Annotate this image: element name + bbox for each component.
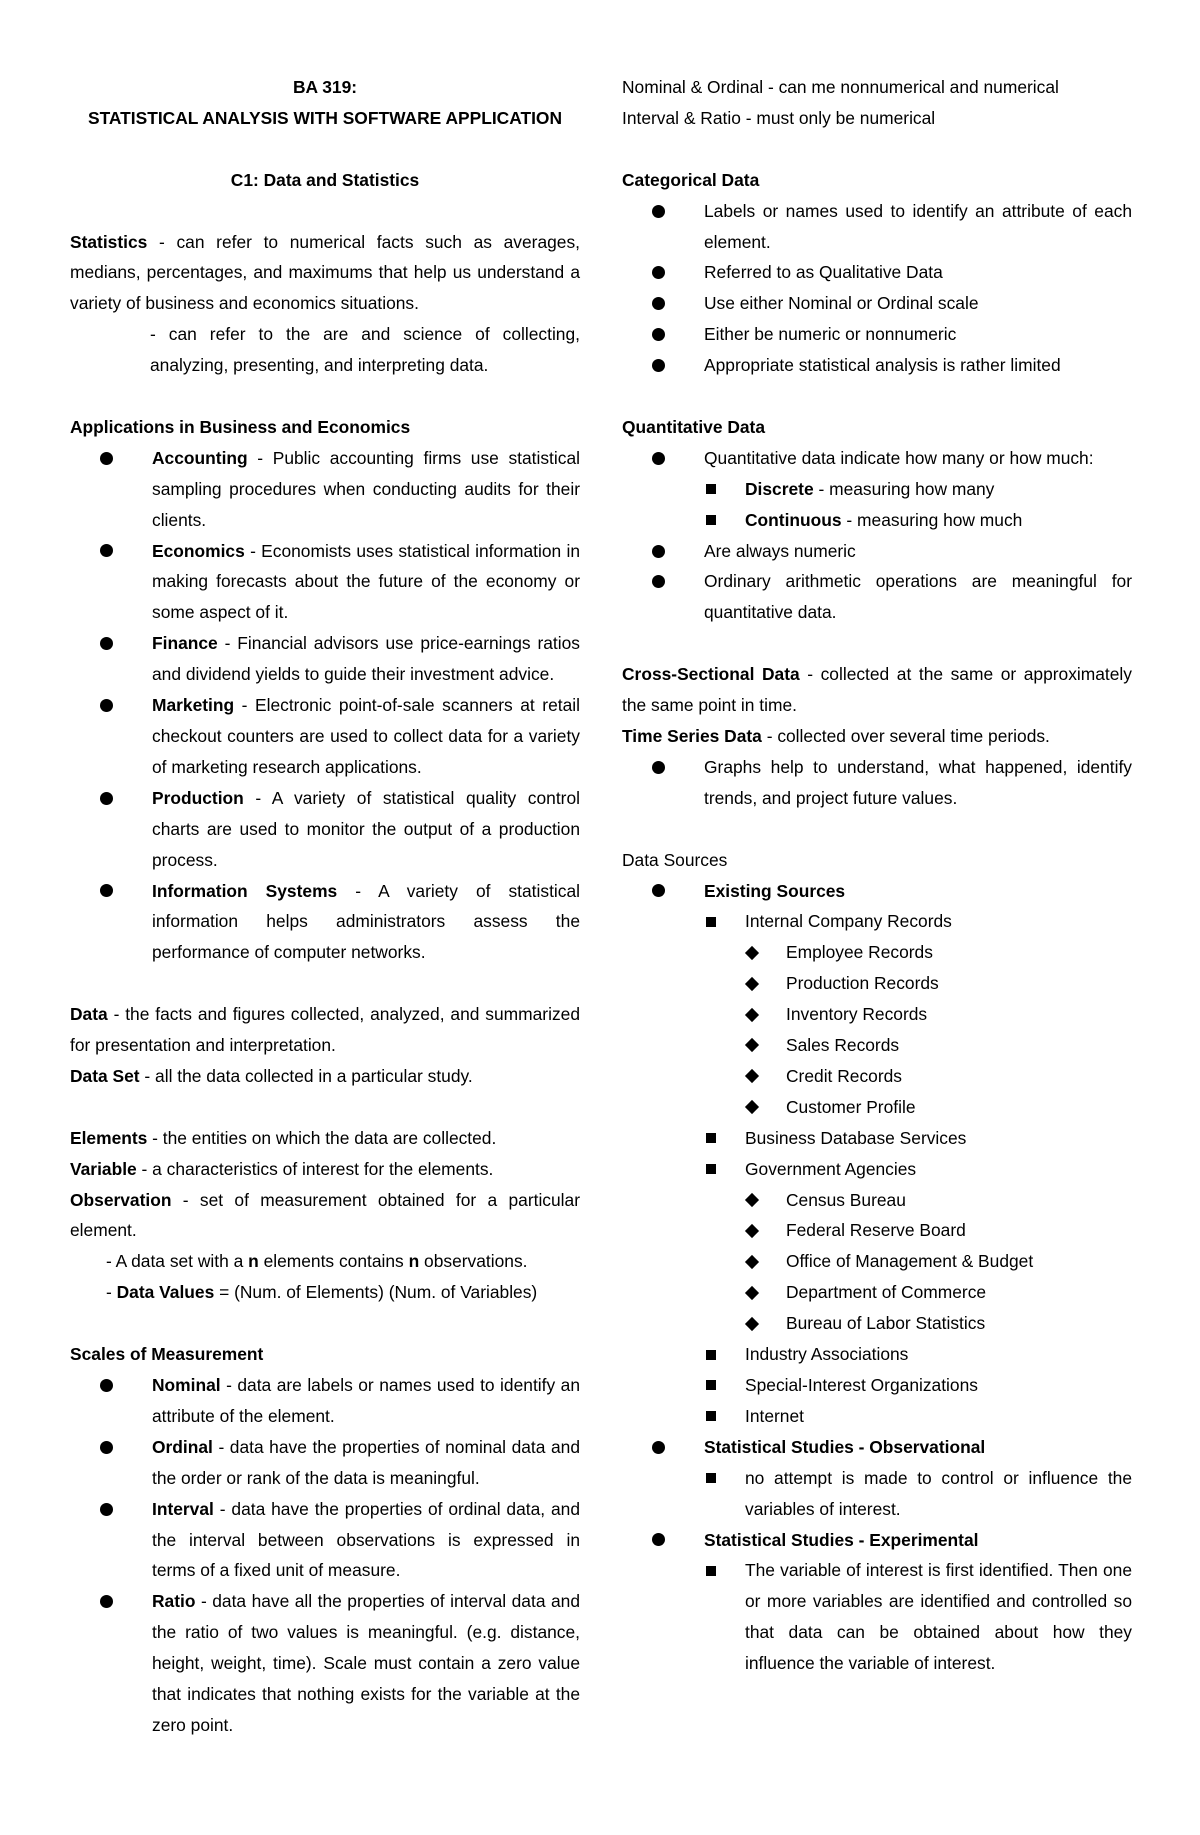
data-values-note: - Data Values = (Num. of Elements) (Num. of Variables)	[106, 1282, 538, 1303]
list-item: Finance - Financial advisors use price-earnings ratios and dividend yields to guide their investment advice.	[70, 628, 580, 690]
data-sources-list	[622, 876, 1132, 1680]
time-series-definition: Time Series Data - collected over several time periods.	[622, 725, 1050, 746]
data-sources-heading: Data Sources	[622, 849, 728, 870]
diamond-bullet-icon	[745, 1286, 759, 1300]
list-item: Special-Interest Organizations	[622, 1370, 1132, 1401]
bullet-icon	[652, 205, 665, 218]
quantitative-list	[622, 443, 1132, 628]
data-set-definition: Data Set - all the data collected in a particular study.	[70, 1065, 473, 1086]
list-item: The variable of interest is first identified. Then one or more variables are identified and controlled so that data can be obtained about how they influence the variable of interest.	[622, 1555, 1132, 1679]
list-item: Credit Records	[622, 1061, 1132, 1092]
statistics-definition: Statistics - can refer to numerical facts such as averages, medians, percentages, and maximums that help us understand a variety of business and economics situations.	[70, 231, 580, 314]
statistics-term: Statistics	[70, 231, 148, 252]
applications-heading: Applications in Business and Economics	[70, 416, 411, 437]
list-item: Business Database Services	[622, 1123, 1132, 1154]
list-item: Sales Records	[622, 1030, 1132, 1061]
bullet-icon	[652, 452, 665, 465]
bullet-icon	[652, 297, 665, 310]
list-item: Either be numeric or nonnumeric	[622, 319, 1132, 350]
square-bullet-icon	[706, 1350, 716, 1360]
diamond-bullet-icon	[745, 1255, 759, 1269]
cross-sectional-definition: Cross-Sectional Data - collected at the same or approximately the same point in time.	[622, 664, 1132, 716]
list-item: Internet	[622, 1401, 1132, 1432]
list-item: Employee Records	[622, 937, 1132, 968]
square-bullet-icon	[706, 1133, 716, 1143]
list-item: Accounting - Public accounting firms use statistical sampling procedures when conducting audits for their clients.	[70, 443, 580, 536]
diamond-bullet-icon	[745, 1224, 759, 1238]
list-item: Appropriate statistical analysis is rather limited	[622, 350, 1132, 381]
bullet-icon	[100, 1379, 113, 1392]
bullet-icon	[100, 544, 113, 557]
diamond-bullet-icon	[745, 946, 759, 960]
bullet-icon	[100, 637, 113, 650]
bullet-icon	[100, 452, 113, 465]
list-item: Census Bureau	[622, 1185, 1132, 1216]
observation-note: - A data set with a n elements contains n observations.	[106, 1251, 528, 1272]
list-item: Statistical Studies - Observational	[622, 1432, 1132, 1463]
diamond-bullet-icon	[745, 977, 759, 991]
bullet-icon	[652, 761, 665, 774]
list-item: Bureau of Labor Statistics	[622, 1308, 1132, 1339]
list-item: Ratio - data have all the properties of interval data and the ratio of two values is meaningful. (e.g. distance, height, weight, time). Scale must contain a zero value that indicates that nothing exists for the variable at the zero point.	[70, 1586, 580, 1741]
list-item: Economics - Economists uses statistical information in making forecasts about the future of the economy or some aspect of it.	[70, 536, 580, 629]
data-definition: Data - the facts and figures collected, analyzed, and summarized for presentation and interpretation.	[70, 1004, 580, 1056]
list-item: Inventory Records	[622, 999, 1132, 1030]
list-item: Continuous - measuring how much	[622, 505, 1132, 536]
chapter-title: C1: Data and Statistics	[230, 169, 420, 190]
square-bullet-icon	[706, 1566, 716, 1576]
list-item: Existing Sources	[622, 876, 1132, 907]
bullet-icon	[100, 699, 113, 712]
bullet-icon	[100, 884, 113, 897]
bullet-icon	[100, 1595, 113, 1608]
list-item: Ordinary arithmetic operations are meaningful for quantitative data.	[622, 566, 1132, 628]
list-item: Department of Commerce	[622, 1277, 1132, 1308]
categorical-heading: Categorical Data	[622, 169, 760, 190]
list-item: Federal Reserve Board	[622, 1215, 1132, 1246]
bullet-icon	[652, 328, 665, 341]
observation-definition: Observation - set of measurement obtained for a particular element.	[70, 1189, 580, 1241]
list-item: Statistical Studies - Experimental	[622, 1525, 1132, 1556]
square-bullet-icon	[706, 1164, 716, 1174]
list-item: Use either Nominal or Ordinal scale	[622, 288, 1132, 319]
list-item: Production Records	[622, 968, 1132, 999]
square-bullet-icon	[706, 484, 716, 494]
list-item: Internal Company Records	[622, 906, 1132, 937]
list-item: Referred to as Qualitative Data	[622, 257, 1132, 288]
diamond-bullet-icon	[745, 1038, 759, 1052]
bullet-icon	[100, 1441, 113, 1454]
list-item: Quantitative data indicate how many or how much:	[622, 443, 1132, 474]
applications-list	[70, 443, 580, 968]
list-item: Ordinal - data have the properties of nominal data and the order or rank of the data is meaningful.	[70, 1432, 580, 1494]
list-item: Labels or names used to identify an attribute of each element.	[622, 196, 1132, 258]
bullet-icon	[652, 884, 665, 897]
square-bullet-icon	[706, 1473, 716, 1483]
list-item: Discrete - measuring how many	[622, 474, 1132, 505]
variable-definition: Variable - a characteristics of interest for the elements.	[70, 1158, 494, 1179]
square-bullet-icon	[706, 917, 716, 927]
left-column	[70, 72, 580, 1741]
bullet-icon	[652, 266, 665, 279]
diamond-bullet-icon	[745, 1193, 759, 1207]
scales-heading: Scales of Measurement	[70, 1344, 264, 1365]
bullet-icon	[652, 1441, 665, 1454]
course-title: STATISTICAL ANALYSIS WITH SOFTWARE APPLICATION	[87, 107, 563, 128]
list-item: Interval - data have the properties of ordinal data, and the interval between observations is expressed in terms of a fixed unit of measure.	[70, 1494, 580, 1587]
course-code: BA 319:	[292, 77, 358, 97]
statistics-definition-2: - can refer to the are and science of collecting, analyzing, presenting, and interpreting data.	[150, 324, 580, 376]
list-item: Industry Associations	[622, 1339, 1132, 1370]
list-item: Are always numeric	[622, 536, 1132, 567]
list-item: Production - A variety of statistical quality control charts are used to monitor the output of a production process.	[70, 783, 580, 876]
bullet-icon	[100, 792, 113, 805]
scales-list	[70, 1370, 580, 1741]
bullet-icon	[652, 359, 665, 372]
nominal-ordinal-note: Nominal & Ordinal - can me nonnumerical and numerical	[622, 77, 1059, 97]
diamond-bullet-icon	[745, 1317, 759, 1331]
bullet-icon	[100, 1503, 113, 1516]
quantitative-heading: Quantitative Data	[622, 416, 766, 437]
square-bullet-icon	[706, 515, 716, 525]
diamond-bullet-icon	[745, 1100, 759, 1114]
categorical-list	[622, 196, 1132, 381]
bullet-icon	[652, 545, 665, 558]
list-item: Office of Management & Budget	[622, 1246, 1132, 1277]
diamond-bullet-icon	[745, 1007, 759, 1021]
square-bullet-icon	[706, 1411, 716, 1421]
list-item: Marketing - Electronic point-of-sale scanners at retail checkout counters are used to collect data for a variety of marketing research applications.	[70, 690, 580, 783]
list-item: Customer Profile	[622, 1092, 1132, 1123]
bullet-icon	[652, 575, 665, 588]
list-item: no attempt is made to control or influence the variables of interest.	[622, 1463, 1132, 1525]
square-bullet-icon	[706, 1380, 716, 1390]
right-column	[622, 72, 1132, 1679]
list-item: Nominal - data are labels or names used to identify an attribute of the element.	[70, 1370, 580, 1432]
list-item: Graphs help to understand, what happened, identify trends, and project future values.	[622, 752, 1132, 814]
diamond-bullet-icon	[745, 1069, 759, 1083]
interval-ratio-note: Interval & Ratio - must only be numerical	[622, 107, 936, 128]
elements-definition: Elements - the entities on which the data are collected.	[70, 1127, 497, 1148]
list-item: Government Agencies	[622, 1154, 1132, 1185]
list-item: Information Systems - A variety of statistical information helps administrators assess the performance of computer networks.	[70, 876, 580, 969]
bullet-icon	[652, 1533, 665, 1546]
